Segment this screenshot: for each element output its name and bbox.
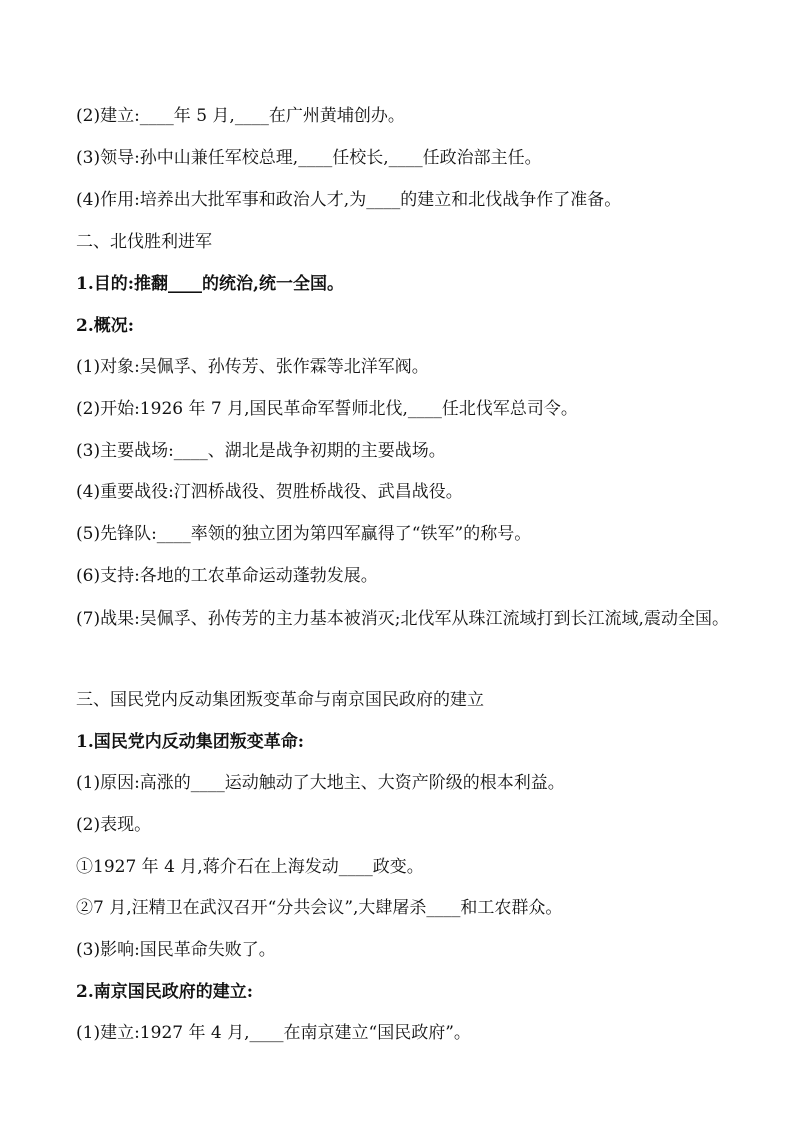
text-line: (3)主要战场:____、湖北是战争初期的主要战场。 [76,441,446,461]
text-line: (1)建立:1927 年 4 月,____在南京建立“国民政府”。 [76,1023,471,1043]
text-line: (4)作用:培养出大批军事和政治人才,为____的建立和北伐战争作了准备。 [76,190,622,210]
text-line: (3)领导:孙中山兼任军校总理,____任校长,____任政治部主任。 [76,148,542,168]
subsection-heading: 2.概况: [76,316,135,336]
text-line: (4)重要战役:汀泗桥战役、贺胜桥战役、武昌战役。 [76,482,463,502]
subsection-heading: 1.国民党内反动集团叛变革命: [76,732,305,752]
subsection-heading: 1.目的:推翻____的统治,统一全国。 [76,274,344,294]
section-heading: 二、北伐胜利进军 [76,232,212,252]
text-line: (3)影响:国民革命失败了。 [76,940,276,960]
text-line: (2)开始:1926 年 7 月,国民革命军誓师北伐,____任北伐军总司令。 [76,399,578,419]
text-line: (5)先锋队:____率领的独立团为第四军赢得了“铁军”的称号。 [76,524,532,544]
text-line: (1)对象:吴佩孚、孙传芳、张作霖等北洋军阀。 [76,357,429,377]
subsection-heading: 2.南京国民政府的建立: [76,982,254,1002]
text-line: ①1927 年 4 月,蒋介石在上海发动____政变。 [76,857,424,877]
text-paragraph: (7)战果:吴佩孚、孙传芳的主力基本被消灭;北伐军从珠江流域打到长江流域,震动全国。 [76,609,729,629]
text-line: (1)原因:高涨的____运动触动了大地主、大资产阶级的根本利益。 [76,773,565,793]
text-line: (6)支持:各地的工农革命运动蓬勃发展。 [76,566,378,586]
text-line: (2)建立:____年 5 月,____在广州黄埔创办。 [76,106,405,126]
section-heading: 三、国民党内反动集团叛变革命与南京国民政府的建立 [76,690,484,710]
text-line: (2)表现。 [76,815,152,835]
text-line: ②7 月,汪精卫在武汉召开“分共会议”,大肆屠杀____和工农群众。 [76,898,563,918]
